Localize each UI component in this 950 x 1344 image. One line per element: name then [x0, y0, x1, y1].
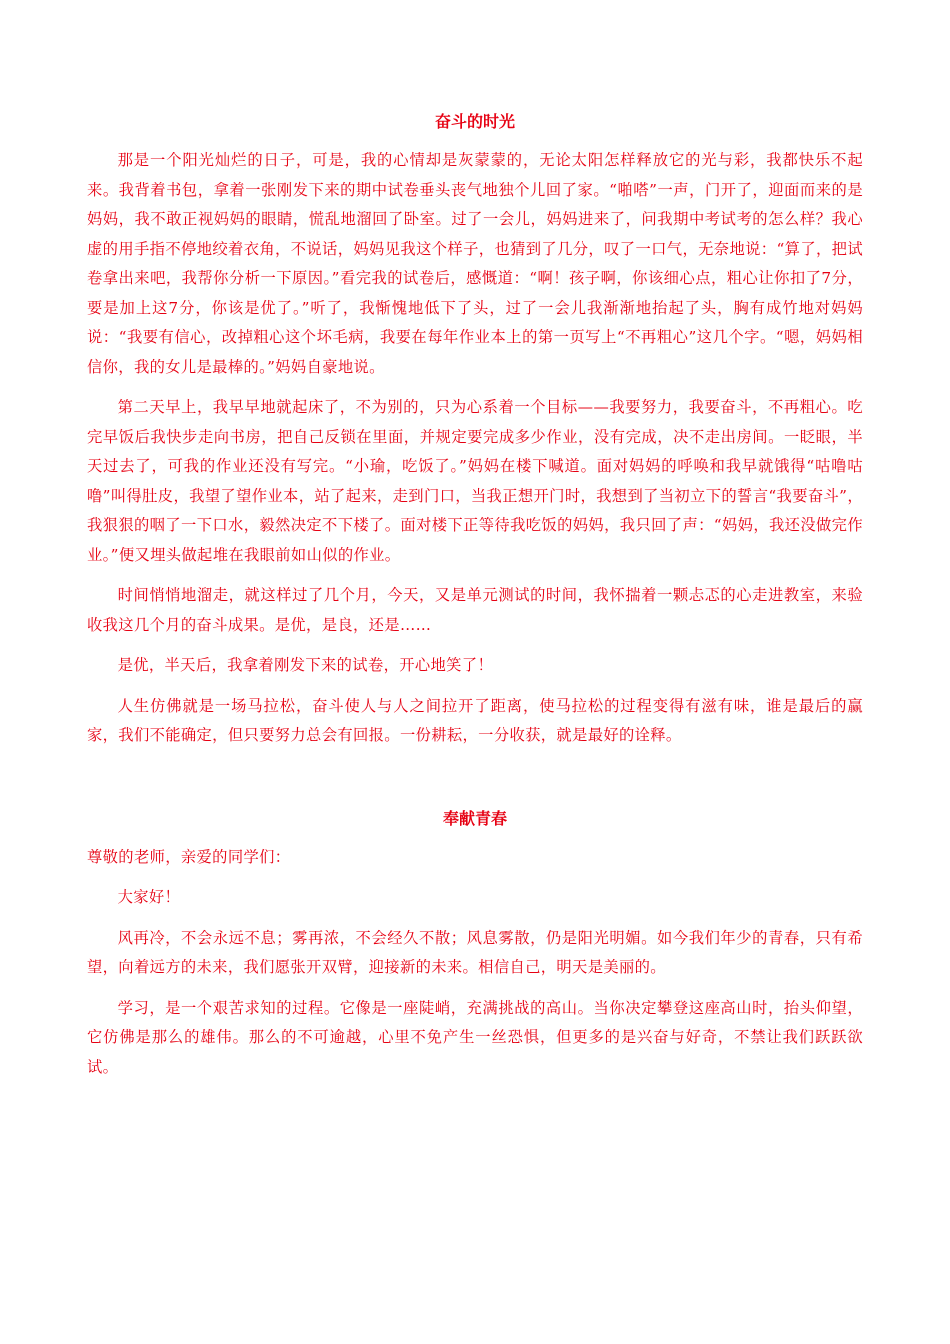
article-title-2: 奉献青春 — [442, 808, 507, 828]
document-page — [87, 108, 863, 1093]
article-1-paragraph-2: 第二天早上，我早早地就起床了，不为别的，只为心系着一个目标——我要努力，我要奋斗，不再粗心。吃完早饭后我快步走向书房，把自己反锁在里面，并规定要完成多少作业，没有完成，决不走出房间。一眨眼，半天过去了，可我的作业还没有写完。“小瑜，吃饭了。”妈妈在楼下喊道。面对妈妈的呼唤和我早就饿得“咕噜咕噜”叫得肚皮，我望了望作业本，站了起来，走到门口，当我正想开门时，我想到了当初立下的誓言“我要奋斗”，我狠狠的咽了一下口水，毅然决定不下楼了。面对楼下正等待我吃饭的妈妈，我只回了声：“妈妈，我还没做完作业。”便又埋头做起堆在我眼前如山似的作业。 — [87, 398, 863, 564]
article-1-paragraph-4: 是优，半天后，我拿着刚发下来的试卷，开心地笑了！ — [117, 656, 494, 674]
section-gap — [87, 762, 863, 805]
article-title-1: 奋斗的时光 — [434, 112, 515, 131]
article-2-paragraph-2: 风再冷，不会永远不息；雾再浓，不会经久不散；风息雾散，仍是阳光明媚。如今我们年少的青春，只有希望，向着远方的未来，我们愿张开双臂，迎接新的未来。相信自己，明天是美丽的。 — [87, 928, 863, 976]
article-2-paragraph-1: 大家好！ — [117, 888, 181, 906]
article-1-paragraph-1: 那是一个阳光灿烂的日子，可是，我的心情却是灰蒙蒙的，无论太阳怎样释放它的光与彩，我都快乐不起来。我背着书包，拿着一张刚发下来的期中试卷垂头丧气地独个儿回了家。“啪嗒”一声，门开了，迎面而来的是妈妈，我不敢正视妈妈的眼睛，慌乱地溜回了卧室。过了一会儿，妈妈进来了，问我期中考试考的怎么样？我心虚的用手指不停地绞着衣角，不说话，妈妈见我这个样子，也猜到了几分，叹了一口气，无奈地说：“算了，把试卷拿出来吧，我帮你分析一下原因。”看完我的试卷后，感慨道：“啊！孩子啊，你该细心点，粗心让你扣了7分，要是加上这7分，你该是优了。”听了，我惭愧地低下了头，过了一会儿我渐渐地抬起了头，胸有成竹地对妈妈说：“我要有信心，改掉粗心这个坏毛病，我要在每年作业本上的第一页写上“不再粗心”这几个字。“嗯，妈妈相信你，我的女儿是最棒的。”妈妈自豪地说。 — [87, 151, 863, 376]
article-2-paragraph-3: 学习，是一个艰苦求知的过程。它像是一座陡峭，充满挑战的高山。当你决定攀登这座高山时，抬头仰望，它仿佛是那么的雄伟。那么的不可逾越，心里不免产生一丝恐惧，但更多的是兴奋与好奇，不禁让我们跃跃欲试。 — [87, 998, 863, 1076]
article-1-paragraph-5: 人生仿佛就是一场马拉松，奋斗使人与人之间拉开了距离，使马拉松的过程变得有滋有味，谁是最后的赢家，我们不能确定，但只要努力总会有回报。一份耕耘，一分收获，就是最好的诠释。 — [87, 696, 863, 744]
article-1-paragraph-3: 时间悄悄地溜走，就这样过了几个月，今天，又是单元测试的时间，我怀揣着一颗忐忑的心走进教室，来验收我这几个月的奋斗成果。是优，是良，还是…… — [87, 586, 863, 634]
article-2-salutation: 尊敬的老师，亲爱的同学们： — [87, 847, 291, 866]
